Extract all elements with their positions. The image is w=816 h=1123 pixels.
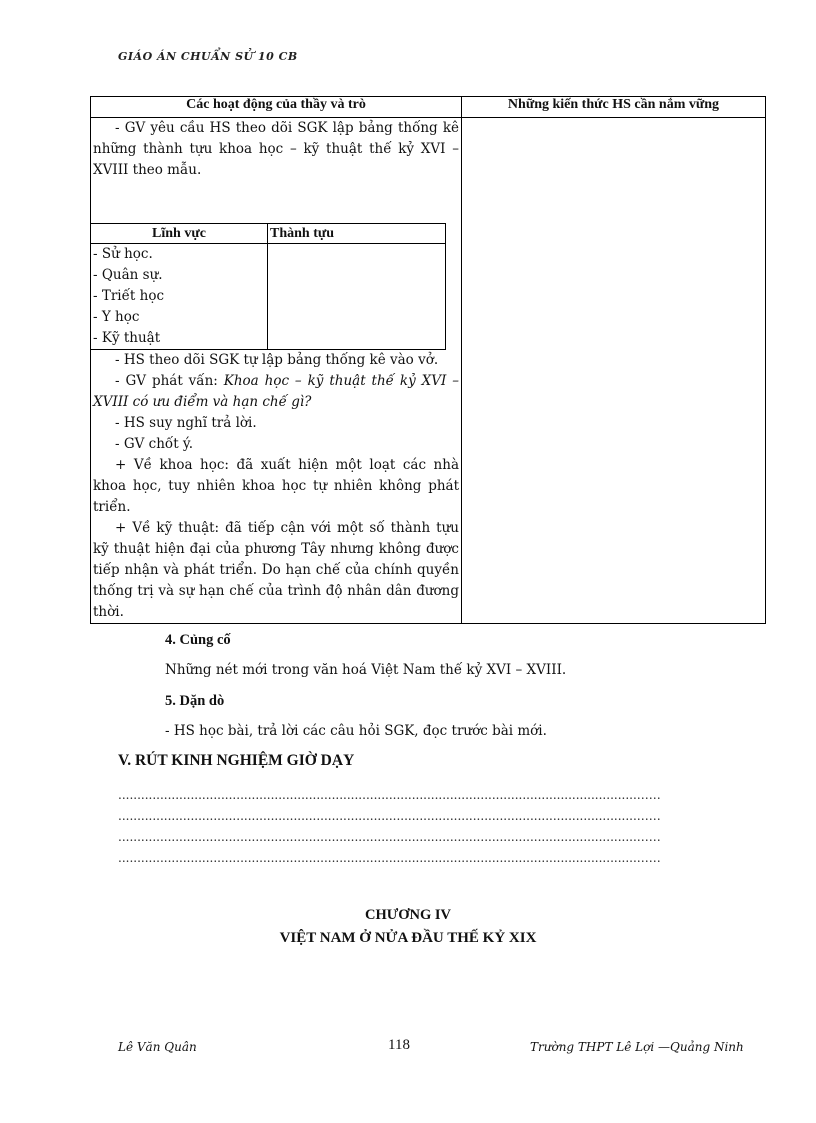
- consolidate-heading: 4. Củng cố: [165, 632, 231, 648]
- consolidate-text: Những nét mới trong văn hoá Việt Nam thế kỷ XVI – XVIII.: [165, 662, 567, 678]
- running-header: GIÁO ÁN CHUẨN SỬ 10 CB: [118, 50, 298, 63]
- page-number: 118: [388, 1037, 410, 1053]
- field-header: Lĩnh vực: [91, 224, 268, 244]
- note-line: ........................................................................................................................................……: [118, 851, 661, 865]
- activities-cell: [91, 118, 462, 624]
- footer-author: Lê Văn Quân: [118, 1040, 197, 1054]
- spacer: [91, 181, 461, 223]
- field-item: - Kỹ thuật: [93, 330, 161, 346]
- note-line: ........................................................................................................................................……: [118, 809, 661, 823]
- hs-think-line: - HS suy nghĩ trả lời.: [115, 415, 257, 431]
- hs-table-line: - HS theo dõi SGK tự lập bảng thống kê vào vở.: [115, 352, 439, 368]
- gv-question-text: Khoa học – kỹ thuật thế kỷ XVI – XVIII có ưu điểm và hạn chế gì?: [93, 373, 459, 410]
- field-list: [91, 244, 268, 350]
- achievement-empty-cell: [268, 244, 446, 350]
- achievement-header: Thành tựu: [268, 224, 446, 244]
- note-line: ........................................................................................................................................……: [118, 830, 661, 844]
- experience-heading: V. RÚT KINH NGHIỆM GIỜ DẠY: [118, 752, 355, 769]
- field-item: - Triết học: [93, 288, 165, 304]
- homework-heading: 5. Dặn dò: [165, 693, 225, 709]
- gv-question-line: [91, 371, 461, 413]
- field-item: - Quân sự.: [93, 267, 163, 283]
- gv-conclude-line: - GV chốt ý.: [115, 436, 194, 452]
- knowledge-column-header: Những kiến thức HS cần nắm vững: [462, 97, 766, 118]
- activities-column-header: Các hoạt động của thầy và trò: [91, 97, 462, 118]
- homework-text: - HS học bài, trả lời các câu hỏi SGK, đọc trước bài mới.: [165, 723, 547, 739]
- chapter-title: VIỆT NAM Ở NỬA ĐẦU THẾ KỶ XIX: [279, 930, 537, 946]
- knowledge-cell: [462, 118, 766, 624]
- chapter-number: CHƯƠNG IV: [364, 907, 452, 923]
- note-line: ........................................................................................................................................……: [118, 788, 661, 802]
- technique-point: + Về kỹ thuật: đã tiếp cận với một số thành tựu kỹ thuật hiện đại của phương Tây nhưng không được tiếp nhận và phát triển. Do hạn chế của chính quyền thống trị và sự hạn chế của trình độ nhân dân đương thời.: [93, 520, 459, 620]
- lesson-activity-table: [90, 96, 766, 624]
- intro-instruction: - GV yêu cầu HS theo dõi SGK lập bảng thống kê những thành tựu khoa học – kỹ thuật thế kỷ XVI – XVIII theo mẫu.: [93, 120, 459, 178]
- achievement-template-table: [90, 223, 446, 350]
- field-item: - Y học: [93, 309, 140, 325]
- gv-question-prefix: - GV phát vấn:: [115, 373, 224, 389]
- field-item: - Sử học.: [93, 246, 153, 262]
- science-point: + Về khoa học: đã xuất hiện một loạt các nhà khoa học, tuy nhiên khoa học tự nhiên không phát triển.: [93, 457, 459, 515]
- footer-school: Trường THPT Lê Lợi —Quảng Ninh: [530, 1040, 744, 1054]
